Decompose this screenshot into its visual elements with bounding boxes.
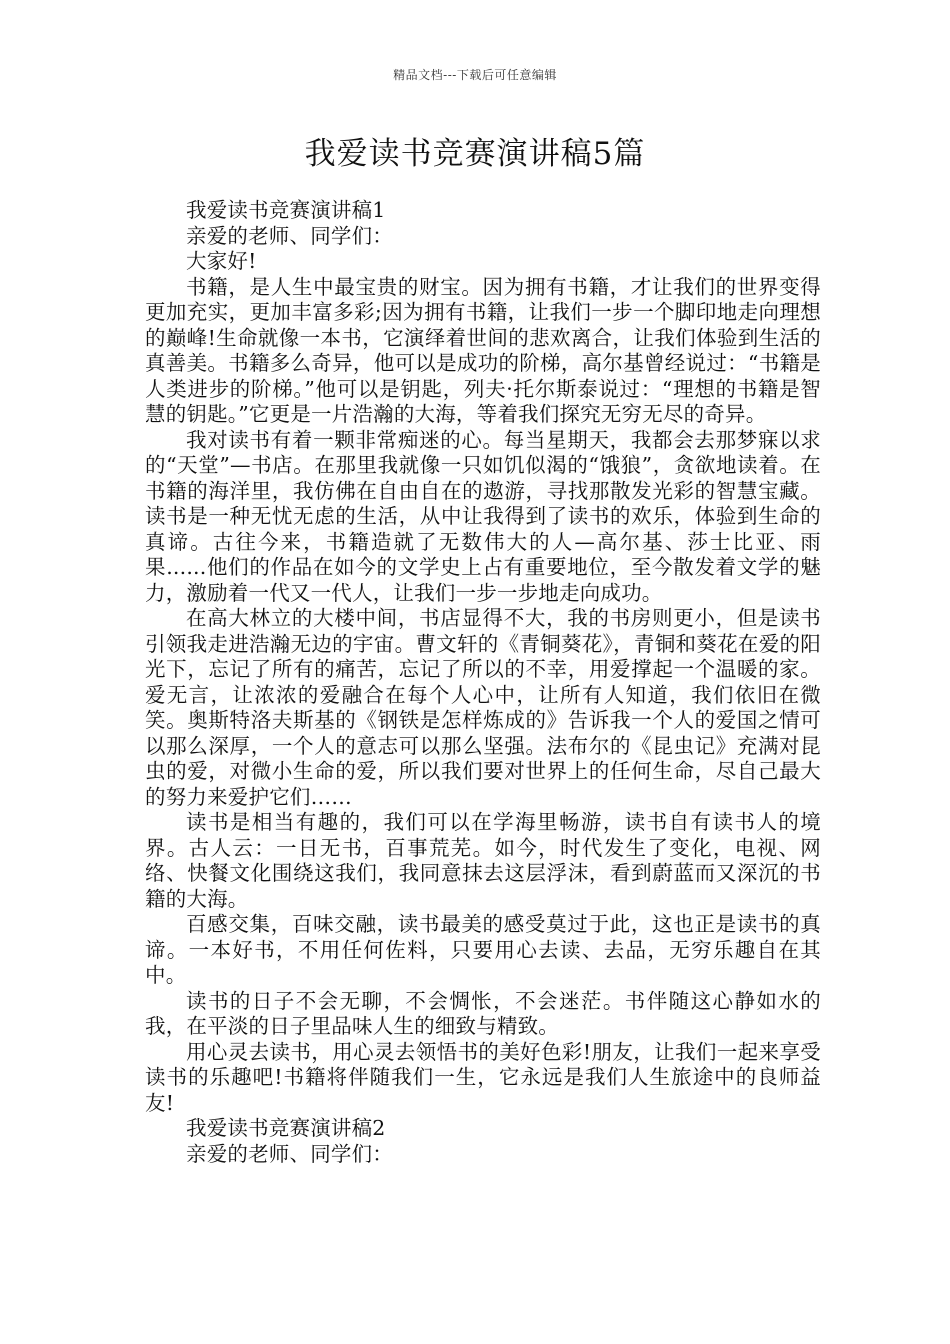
document-title: 我爱读书竞赛演讲稿5篇 <box>304 136 646 172</box>
document-body <box>145 198 821 1167</box>
paragraph: 用心灵去读书，用心灵去领悟书的美好色彩!朋友，让我们一起来享受读书的乐趣吧!书籍将伴随我们一生，它永远是我们人生旅途中的良师益友! <box>145 1039 821 1115</box>
paragraph: 我对读书有着一颗非常痴迷的心。每当星期天，我都会去那梦寐以求的“天堂”—书店。在那里我就像一只如饥似渴的“饿狼”，贪欲地读着。在书籍的海洋里，我仿佛在自由自在的遨游，寻找那散发光彩的智慧宝藏。读书是一种无忧无虑的生活，从中让我得到了读书的欢乐，体验到生命的真谛。古往今来，书籍造就了无数伟大的人—高尔基、莎士比亚、雨果......他们的作品在如今的文学史上占有重要地位，至今散发着文学的魅力，激励着一代又一代人，让我们一步一步地走向成功。 <box>145 427 821 605</box>
speech-heading-2: 我爱读书竞赛演讲稿2 <box>186 1116 386 1140</box>
paragraph: 读书是相当有趣的，我们可以在学海里畅游，读书自有读书人的境界。古人云：一日无书，百事荒芜。如今，时代发生了变化，电视、网络、快餐文化围绕这我们，我同意抹去这层浮沫，看到蔚蓝而又深沉的书籍的大海。 <box>145 810 821 911</box>
greeting: 大家好! <box>186 249 257 273</box>
paragraph: 读书的日子不会无聊，不会惆怅，不会迷茫。书伴随这心静如水的我，在平淡的日子里品味人生的细致与精致。 <box>145 988 821 1038</box>
paragraph: 在高大林立的大楼中间，书店显得不大，我的书房则更小，但是读书引领我走进浩瀚无边的宇宙。曹文轩的《青铜葵花》，青铜和葵花在爱的阳光下，忘记了所有的痛苦，忘记了所以的不幸，用爱撑起一个温暖的家。爱无言，让浓浓的爱融合在每个人心中，让所有人知道，我们依旧在微笑。奥斯特洛夫斯基的《钢铁是怎样炼成的》告诉我一个人的爱国之情可以那么深厚，一个人的意志可以那么坚强。法布尔的《昆虫记》充满对昆虫的爱，对微小生命的爱，所以我们要对世界上的任何生命，尽自己最大的努力来爱护它们…… <box>145 606 821 809</box>
header-note: 精品文档---下载后可任意编辑 <box>393 68 557 82</box>
paragraph: 百感交集，百味交融，读书最美的感受莫过于此，这也正是读书的真谛。一本好书，不用任何佐料，只要用心去读、去品，无穷乐趣自在其中。 <box>145 912 821 987</box>
speech-heading-1: 我爱读书竞赛演讲稿1 <box>186 198 386 222</box>
salutation: 亲爱的老师、同学们： <box>186 223 393 248</box>
salutation: 亲爱的老师、同学们： <box>186 1141 393 1166</box>
paragraph: 书籍，是人生中最宝贵的财宝。因为拥有书籍，才让我们的世界变得更加充实，更加丰富多彩;因为拥有书籍，让我们一步一个脚印地走向理想的巅峰!生命就像一本书，它演绎着世间的悲欢离合，让我们体验到生活的真善美。书籍多么奇异，他可以是成功的阶梯，高尔基曾经说过：“书籍是人类进步的阶梯。”他可以是钥匙，列夫·托尔斯泰说过：“理想的书籍是智慧的钥匙。”它更是一片浩瀚的大海，等着我们探究无穷无尽的奇异。 <box>145 274 821 426</box>
